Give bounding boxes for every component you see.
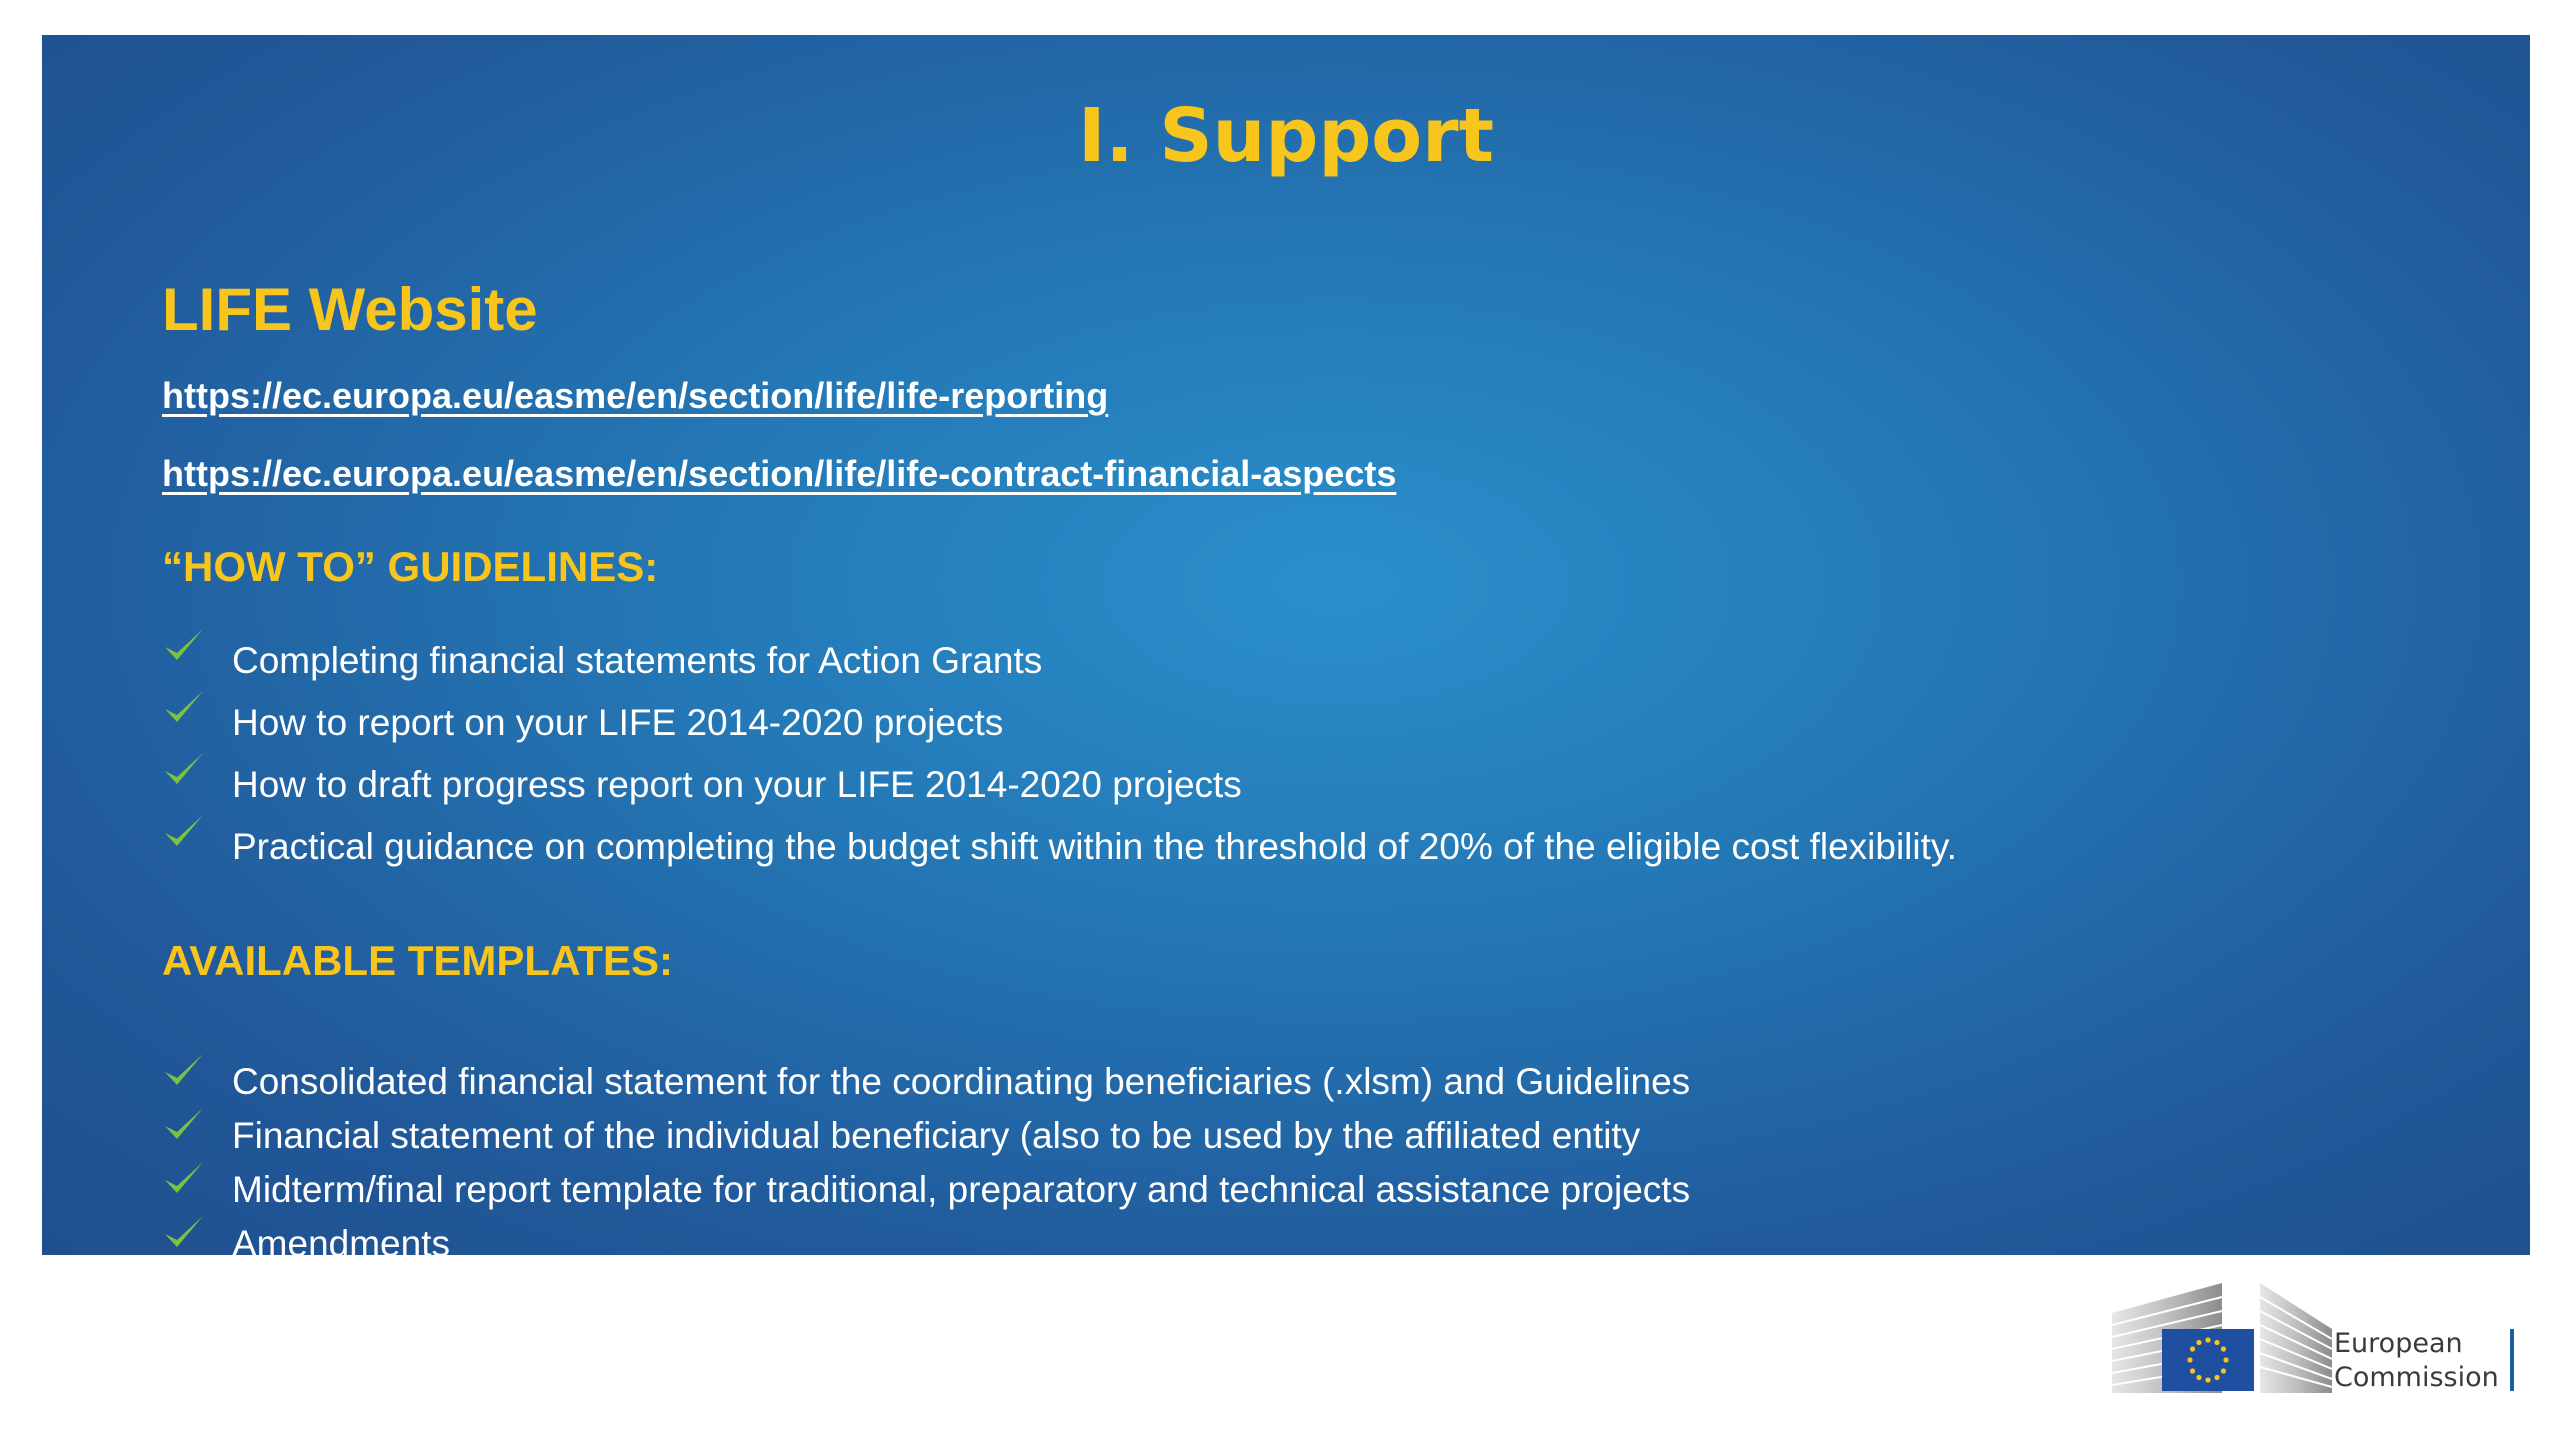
list-item-label: Practical guidance on completing the budget shift within the threshold of 20% of the eligible cost flexibility.: [232, 826, 1957, 867]
list-item-label: Completing financial statements for Action Grants: [232, 640, 1043, 681]
list-item-label: Financial statement of the individual beneficiary (also to be used by the affiliated entity: [232, 1115, 1641, 1156]
checkmark-icon: [162, 1211, 206, 1255]
european-commission-logo: [2112, 1283, 2532, 1403]
list-item: [162, 754, 1957, 816]
guidelines-heading: “HOW TO” GUIDELINES:: [162, 543, 659, 590]
list-item-label: How to draft progress report on your LIFE 2014-2020 projects: [232, 764, 1242, 805]
life-financial-aspects-link[interactable]: https://ec.europa.eu/easme/en/section/life/life-contract-financial-aspects: [162, 453, 1397, 494]
guidelines-list: [162, 630, 1957, 878]
logo-line-1: European: [2334, 1328, 2463, 1359]
templates-list: [162, 1055, 1690, 1255]
list-item-label: Consolidated financial statement for the coordinating beneficiaries (.xlsm) and Guidelines: [232, 1061, 1691, 1102]
checkmark-icon: [162, 1103, 206, 1147]
slide: [42, 35, 2530, 1255]
list-item: [162, 692, 1957, 754]
section-title: LIFE Website: [162, 276, 538, 343]
checkmark-icon: [162, 624, 206, 668]
life-reporting-link[interactable]: https://ec.europa.eu/easme/en/section/life/life-reporting: [162, 375, 1109, 416]
list-item: [162, 1163, 1690, 1217]
list-item-label: Midterm/final report template for traditional, preparatory and technical assistance projects: [232, 1169, 1691, 1210]
checkmark-icon: [162, 810, 206, 854]
logo-divider: [2510, 1329, 2514, 1391]
list-item: [162, 816, 1957, 878]
list-item-label: How to report on your LIFE 2014-2020 projects: [232, 702, 1004, 743]
list-item: [162, 1055, 1690, 1109]
checkmark-icon: [162, 1157, 206, 1201]
list-item: [162, 630, 1957, 692]
checkmark-icon: [162, 686, 206, 730]
slide-title: I. Support: [1077, 93, 1495, 179]
templates-heading: AVAILABLE TEMPLATES:: [162, 937, 673, 984]
list-item: [162, 1217, 1690, 1255]
checkmark-icon: [162, 1049, 206, 1093]
checkmark-icon: [162, 748, 206, 792]
list-item-label: Amendments: [232, 1223, 450, 1255]
logo-wordmark: [2334, 1327, 2499, 1395]
commission-building-icon: [2112, 1283, 2332, 1403]
logo-line-2: Commission: [2334, 1362, 2499, 1393]
list-item: [162, 1109, 1690, 1163]
